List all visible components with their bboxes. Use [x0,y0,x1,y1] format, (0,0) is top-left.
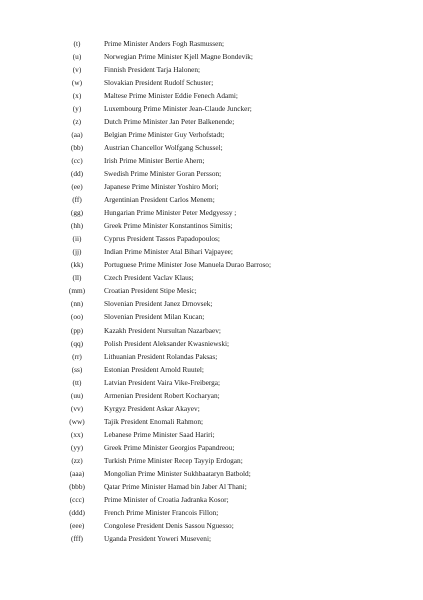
item-marker: (z) [72,116,82,126]
item-text: Prime Minister Anders Fogh Rasmussen; [104,38,224,48]
list-item [0,206,423,219]
list-item [0,324,423,337]
item-marker: (zz) [71,456,83,465]
list-item [0,350,423,363]
item-marker: (qq) [70,338,84,348]
item-text: Finnish President Tarja Halonen; [104,64,201,74]
item-text: Belgian Prime Minister Guy Verhofstadt; [104,129,225,139]
list-item [0,441,423,454]
item-text: Tajik President Enomali Rahmon; [104,416,203,426]
list-item [0,363,423,376]
list-item [0,519,423,532]
item-marker: (ii) [72,234,82,244]
list-item [0,467,423,480]
item-marker: (kk) [70,260,84,270]
item-text: Kyrgyz President Askar Akayev; [104,403,200,413]
item-text: Slovenian President Janez Drnovsek; [104,299,213,309]
list-item [0,284,423,297]
item-text: Slovakian President Rudolf Schuster; [104,77,214,87]
list-item [0,141,423,154]
item-text: Portuguese Prime Minister Jose Manuela Durao Barroso; [104,260,271,270]
list-item [0,154,423,167]
item-text: Indian Prime Minister Atal Bihari Vajpayee; [104,247,233,257]
item-text: Maltese Prime Minister Eddie Fenech Adami; [104,90,238,100]
item-text: Kazakh President Nursultan Nazarbaev; [104,325,221,335]
list-item [0,389,423,402]
item-text: French Prime Minister Francois Fillon; [104,508,219,518]
item-text: Austrian Chancellor Wolfgang Schussel; [104,142,223,152]
list-item [0,37,423,50]
item-marker: (u) [72,51,82,61]
item-marker: (t) [73,38,81,48]
item-text: Prime Minister of Croatia Jadranka Kosor; [104,495,229,505]
list-item [0,532,423,545]
list-item [0,50,423,63]
item-text: Uganda President Yoweri Museveni; [104,534,212,544]
item-text: Greek Prime Minister Georgios Papandreou; [104,442,235,452]
item-text: Polish President Aleksander Kwasniewski; [104,338,230,348]
item-text: Armenian President Robert Kocharyan; [104,390,220,400]
item-marker: (fff) [71,534,83,544]
item-text: Czech President Vaclav Klaus; [104,273,194,283]
item-text: Slovenian President Milan Kucan; [104,312,205,322]
item-marker: (bb) [70,142,84,152]
item-text: Japanese Prime Minister Yoshiro Mori; [104,182,219,192]
item-text: Latvian President Vaira Vike-Freiberga; [104,377,221,387]
item-marker: (aa) [71,129,83,139]
item-text: Argentinian President Carlos Menem; [104,195,215,205]
item-marker: (uu) [70,390,84,400]
item-marker: (tt) [72,377,82,387]
list-item [0,415,423,428]
item-text: Greek Prime Minister Konstantinos Simitis; [104,221,233,231]
item-marker: (rr) [72,351,82,361]
item-marker: (yy) [70,442,84,452]
item-marker: (pp) [70,325,84,335]
item-marker: (oo) [70,312,84,322]
list-item [0,63,423,76]
list-item [0,493,423,506]
item-marker: (y) [72,103,82,113]
list-item [0,454,423,467]
item-marker: (nn) [70,299,84,309]
item-text: Qatar Prime Minister Hamad bin Jaber Al Thani; [104,482,247,492]
list-item [0,102,423,115]
list-item [0,506,423,519]
item-marker: (ff) [72,195,82,205]
item-marker: (ddd) [69,508,85,518]
item-marker: (ss) [71,364,83,374]
item-marker: (cc) [71,155,83,165]
list-item [0,128,423,141]
item-marker: (dd) [70,168,84,178]
item-text: Hungarian Prime Minister Peter Medgyessy ; [104,208,237,218]
list-item [0,245,423,258]
item-marker: (gg) [70,208,84,218]
list-item [0,376,423,389]
item-text: Cyprus President Tassos Papadopoulos; [104,234,220,244]
list-item [0,428,423,441]
item-text: Lithuanian President Rolandas Paksas; [104,351,218,361]
item-marker: (hh) [70,221,84,231]
item-marker: (aaa) [69,469,85,479]
list-item [0,232,423,245]
list-item [0,480,423,493]
item-marker: (ccc) [69,495,85,505]
item-text: Luxembourg Prime Minister Jean-Claude Juncker; [104,103,252,113]
list-item [0,258,423,271]
item-text: Estonian President Arnold Ruutel; [104,364,204,374]
item-text: Lebanese Prime Minister Saad Hariri; [104,429,215,439]
list-item [0,310,423,323]
item-text: Swedish Prime Minister Goran Persson; [104,168,222,178]
item-text: Irish Prime Minister Bertie Ahern; [104,155,205,165]
item-marker: (ww) [69,416,85,426]
list-item [0,167,423,180]
list-item [0,297,423,310]
item-marker: (ee) [71,182,83,192]
item-marker: (eee) [69,521,85,531]
list-item [0,115,423,128]
list-item [0,402,423,415]
lettered-list [0,37,423,546]
item-marker: (w) [71,77,83,87]
item-marker: (xx) [70,429,84,439]
item-marker: (ll) [72,273,82,283]
item-marker: (bbb) [69,482,85,492]
item-text: Turkish Prime Minister Recep Tayyip Erdogan; [104,456,243,465]
list-item [0,271,423,284]
item-text: Dutch Prime Minister Jan Peter Balkenende; [104,116,235,126]
list-item [0,337,423,350]
item-marker: (vv) [70,403,84,413]
item-text: Mongolian Prime Minister Sukhbaataryn Batbold; [104,469,251,479]
item-marker: (v) [72,64,82,74]
list-item [0,219,423,232]
item-text: Congolese President Denis Sassou Nguesso; [104,521,234,531]
item-marker: (mm) [68,286,86,296]
list-item [0,180,423,193]
item-marker: (jj) [72,247,82,257]
list-item [0,193,423,206]
item-text: Norwegian Prime Minister Kjell Magne Bondevik; [104,51,253,61]
item-text: Croatian President Stipe Mesic; [104,286,197,296]
item-marker: (x) [72,90,82,100]
list-item [0,89,423,102]
list-item [0,76,423,89]
